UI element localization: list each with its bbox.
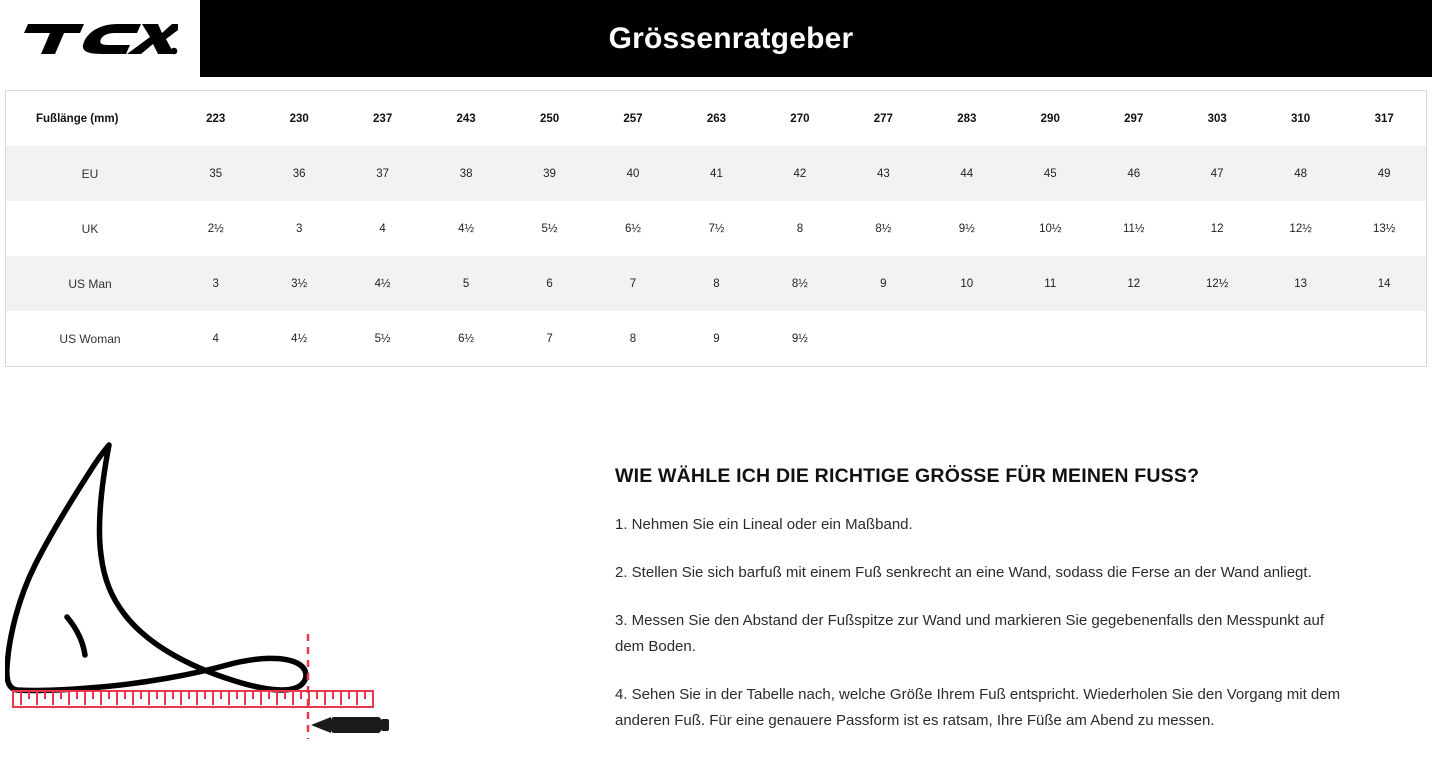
column-header: 317	[1374, 112, 1394, 125]
table-cell	[1342, 311, 1426, 366]
table-row	[6, 256, 1426, 311]
table-cell: 6½	[458, 332, 475, 345]
table-cell: 5½	[374, 332, 391, 345]
table-cell: 2½	[207, 222, 224, 235]
table-cell: 49	[1377, 167, 1391, 180]
table-cell: 11	[1044, 277, 1057, 290]
table-cell: 7½	[708, 222, 725, 235]
table-cell	[1259, 311, 1342, 366]
foot-measurement-illustration	[5, 429, 597, 759]
table-header-row	[6, 91, 1426, 146]
table-cell: 13½	[1372, 222, 1396, 235]
table-cell: 48	[1294, 167, 1308, 180]
column-header: 257	[623, 112, 643, 125]
table-cell: 4½	[374, 277, 391, 290]
table-cell: 3	[295, 222, 303, 235]
column-header: 297	[1124, 112, 1144, 125]
table-cell: 9½	[958, 222, 975, 235]
table-cell: 4	[379, 222, 386, 235]
column-header: 243	[456, 112, 476, 125]
table-cell: 12	[1127, 277, 1141, 290]
table-cell	[1009, 311, 1092, 366]
table-cell: 5½	[541, 222, 558, 235]
table-cell: 37	[376, 167, 390, 180]
table-cell: 7	[546, 332, 553, 345]
table-cell: 12	[1210, 222, 1224, 235]
guide-step: 2. Stellen Sie sich barfuß mit einem Fuß senkrecht an eine Wand, sodass die Ferse an der Wand anliegt.	[615, 564, 1312, 581]
table-cell: 7	[629, 277, 637, 290]
page-title: Grössenratgeber	[608, 21, 854, 55]
table-row	[6, 201, 1426, 256]
table-cell: 47	[1210, 167, 1224, 180]
size-chart-table	[6, 91, 1426, 366]
table-cell	[1175, 311, 1258, 366]
column-header: 223	[206, 112, 226, 125]
guide-text-column	[597, 429, 1427, 759]
table-cell: 12½	[1289, 222, 1312, 235]
size-chart-head	[6, 91, 1426, 146]
page-header	[0, 0, 1432, 77]
table-cell: 3	[212, 277, 219, 290]
size-chart-container	[5, 90, 1427, 367]
table-cell: 10½	[1039, 222, 1062, 235]
table-cell: 35	[209, 167, 223, 180]
column-header-foot-length: Fußlänge (mm)	[36, 112, 119, 125]
table-cell: 8	[796, 222, 804, 235]
table-cell: 38	[459, 167, 473, 180]
table-cell: 3½	[291, 277, 308, 290]
guide-heading: WIE WÄHLE ICH DIE RICHTIGE GRÖSSE FÜR MEINEN FUSS?	[615, 465, 1200, 487]
table-cell: 6½	[624, 222, 641, 235]
table-cell: 5	[462, 277, 470, 290]
table-cell: 8	[629, 332, 637, 345]
table-cell: 4½	[291, 332, 308, 345]
title-banner	[200, 0, 1432, 77]
column-header: 277	[873, 112, 893, 125]
column-header: 237	[373, 112, 393, 125]
guide-section	[0, 429, 1432, 759]
row-label: US Man	[68, 276, 112, 291]
column-header: 290	[1040, 112, 1060, 125]
table-cell: 44	[960, 167, 974, 180]
table-row	[6, 311, 1426, 366]
illustration-column	[5, 429, 597, 759]
table-cell: 10	[960, 277, 974, 290]
column-header: 230	[289, 112, 309, 125]
logo-container	[0, 0, 200, 77]
table-cell: 39	[543, 167, 556, 180]
column-header: 303	[1207, 112, 1227, 125]
table-cell: 13	[1294, 277, 1308, 290]
table-cell: 46	[1127, 167, 1141, 180]
table-cell	[1092, 311, 1175, 366]
table-cell: 43	[876, 167, 890, 180]
table-cell: 4½	[458, 222, 475, 235]
table-cell: 12½	[1205, 277, 1229, 290]
table-row	[6, 146, 1426, 201]
table-cell: 14	[1377, 277, 1391, 290]
column-header: 310	[1291, 112, 1311, 125]
table-cell: 9	[880, 277, 887, 290]
row-label: EU	[81, 166, 99, 181]
table-cell: 6	[546, 277, 553, 290]
table-cell: 41	[710, 167, 723, 180]
table-cell: 40	[626, 167, 640, 180]
guide-step: 1. Nehmen Sie ein Lineal oder ein Maßband.	[615, 516, 913, 533]
table-cell: 45	[1043, 167, 1057, 180]
table-cell: 4	[212, 332, 219, 345]
table-cell: 8	[713, 277, 720, 290]
column-header: 283	[957, 112, 977, 125]
table-cell: 11½	[1122, 222, 1145, 235]
table-cell: 42	[793, 167, 807, 180]
tcx-logo	[22, 20, 178, 58]
table-cell: 9	[713, 332, 720, 345]
table-cell: 36	[292, 167, 306, 180]
row-label: UK	[81, 221, 99, 236]
size-chart-body	[6, 146, 1426, 366]
column-header: 263	[706, 112, 727, 125]
guide-step: 3. Messen Sie den Abstand der Fußspitze zur Wand und markieren Sie gegebenenfalls den Messpunkt auf dem Boden.	[615, 612, 1325, 655]
table-cell: 8½	[875, 222, 892, 235]
guide-step: 4. Sehen Sie in der Tabelle nach, welche Größe Ihrem Fuß entspricht. Wiederholen Sie den Vorgang mit dem anderen Fuß. Für eine genauere Passform ist es ratsam, Ihre Füße am Abend zu messen.	[615, 686, 1341, 729]
table-cell: 8½	[791, 277, 808, 290]
table-cell	[842, 311, 925, 366]
table-cell	[925, 311, 1008, 366]
table-cell: 9½	[791, 332, 808, 345]
row-label: US Woman	[59, 331, 121, 346]
column-header: 250	[539, 112, 560, 125]
column-header: 270	[790, 112, 810, 125]
